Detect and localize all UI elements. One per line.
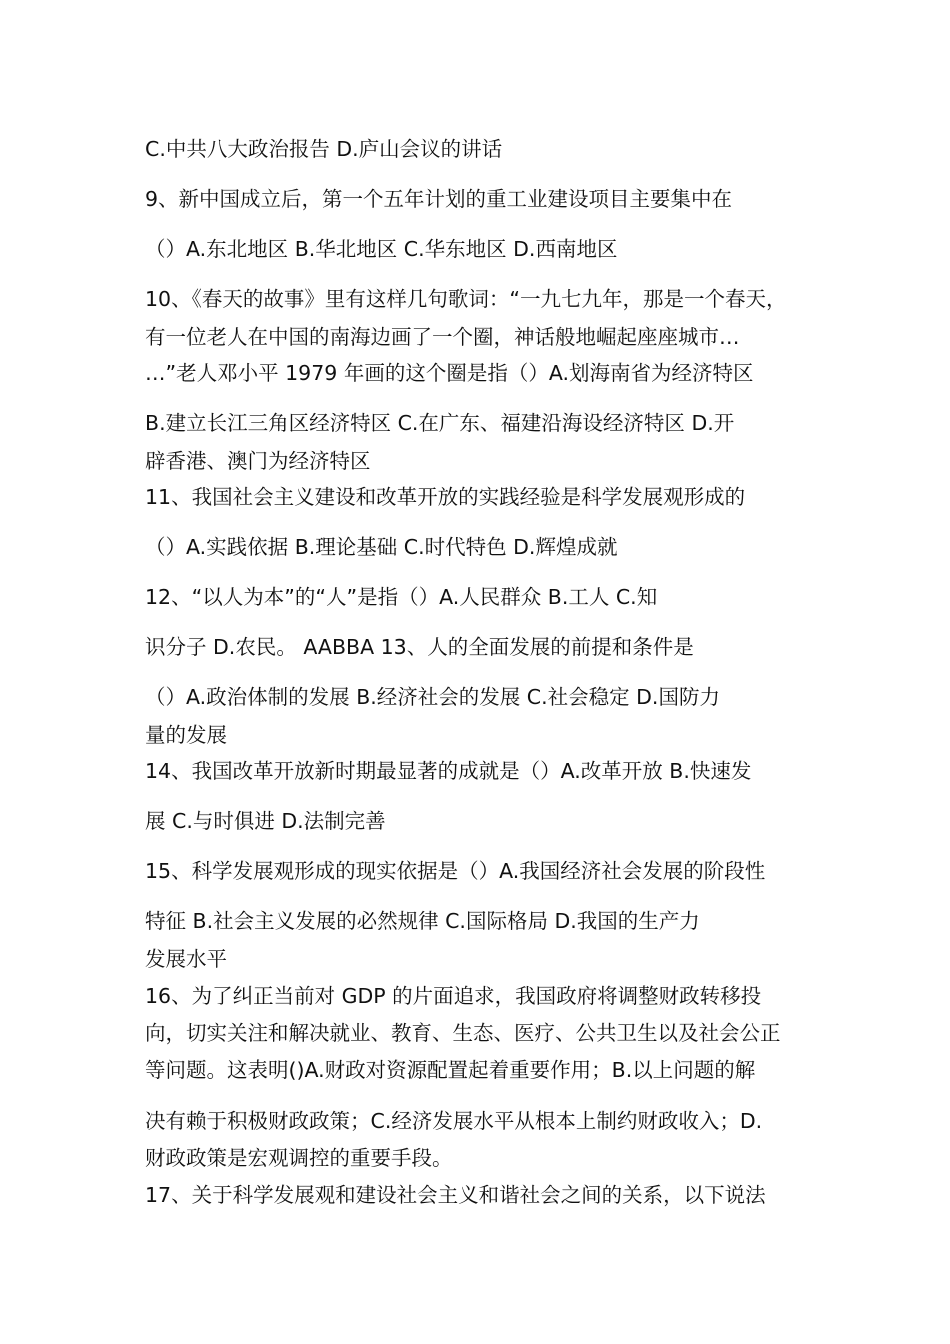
- text-line: 17、关于科学发展观和建设社会主义和谐社会之间的关系，以下说法: [145, 1183, 766, 1207]
- text-line: 10、《春天的故事》里有这样几句歌词：“一九七九年，那是一个春天，: [145, 287, 787, 311]
- text-line: 14、我国改革开放新时期最显著的成就是（）A.改革开放 B.快速发: [145, 759, 752, 783]
- text-line: 决有赖于积极财政政策；C.经济发展水平从根本上制约财政收入；D.: [145, 1109, 763, 1133]
- text-line: 财政政策是宏观调控的重要手段。: [145, 1146, 453, 1170]
- text-line: 9、新中国成立后，第一个五年计划的重工业建设项目主要集中在: [145, 187, 733, 211]
- text-line: 16、为了纠正当前对 GDP 的片面追求，我国政府将调整财政转移投: [145, 984, 762, 1008]
- text-line: （）A.实践依据 B.理论基础 C.时代特色 D.辉煌成就: [145, 535, 618, 559]
- text-line: 特征 B.社会主义发展的必然规律 C.国际格局 D.我国的生产力: [145, 909, 700, 933]
- text-line: 12、“以人为本”的“人”是指（）A.人民群众 B.工人 C.知: [145, 585, 658, 609]
- text-line: 15、科学发展观形成的现实依据是（）A.我国经济社会发展的阶段性: [145, 859, 766, 883]
- text-line: 有一位老人在中国的南海边画了一个圈，神话般地崛起座座城市…: [145, 325, 740, 349]
- text-line: B.建立长江三角区经济特区 C.在广东、福建沿海设经济特区 D.开: [145, 411, 735, 435]
- text-line: （）A.东北地区 B.华北地区 C.华东地区 D.西南地区: [145, 237, 618, 261]
- text-line: 等问题。这表明()A.财政对资源配置起着重要作用；B.以上问题的解: [145, 1058, 756, 1082]
- text-line: 11、我国社会主义建设和改革开放的实践经验是科学发展观形成的: [145, 485, 746, 509]
- text-line: 发展水平: [145, 947, 227, 971]
- text-line: 辟香港、澳门为经济特区: [145, 449, 371, 473]
- text-line: C.中共八大政治报告 D.庐山会议的讲话: [145, 137, 503, 161]
- text-line: …”老人邓小平 1979 年画的这个圈是指（）A.划海南省为经济特区: [145, 361, 754, 385]
- text-line: （）A.政治体制的发展 B.经济社会的发展 C.社会稳定 D.国防力: [145, 685, 720, 709]
- text-line: 量的发展: [145, 723, 227, 747]
- text-line: 识分子 D.农民。 AABBA 13、人的全面发展的前提和条件是: [145, 635, 694, 659]
- text-line: 向，切实关注和解决就业、教育、生态、医疗、公共卫生以及社会公正: [145, 1021, 781, 1045]
- text-line: 展 C.与时俱进 D.法制完善: [145, 809, 386, 833]
